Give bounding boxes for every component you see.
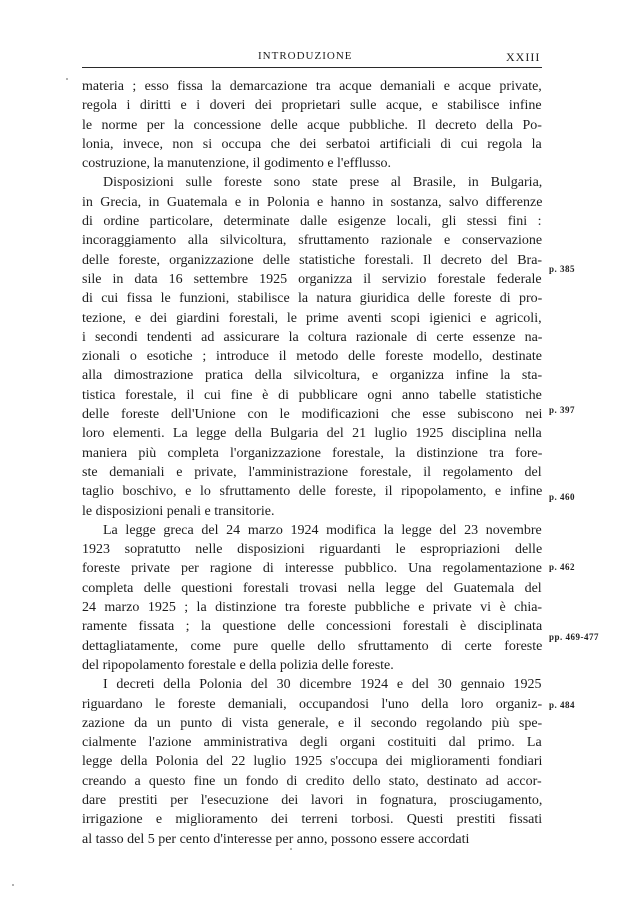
- paper-speck: [12, 884, 14, 886]
- paper-speck: [66, 78, 68, 80]
- margin-page-reference: pp. 469-477: [549, 632, 600, 642]
- text-line: tezione, e dei giardini forestali, le prime aventi scopi igienici e agricoli,: [82, 310, 542, 326]
- paper-speck: [290, 848, 292, 850]
- text-line: foreste private per ragione di interesse pubblico. Una regolamentazione: [82, 561, 543, 577]
- text-line: incoraggiamento alla silvicoltura, sfruttamento razionale e conservazione: [82, 233, 543, 249]
- text-line: le disposizioni penali e transitorie.: [82, 503, 275, 519]
- text-line: di ordine particolare, determinate dalle esigenze locali, gli stessi fini :: [82, 214, 542, 230]
- margin-page-reference: p. 484: [549, 700, 576, 710]
- text-line: costruzione, la manutenzione, il godimento e l'efflusso.: [82, 156, 392, 172]
- text-line: legge della Polonia del 22 luglio 1925 s'occupa dei miglioramenti fondiari: [82, 754, 543, 770]
- running-header-title: INTRODUZIONE: [258, 50, 353, 62]
- margin-page-reference: p. 460: [549, 492, 576, 502]
- text-line: ramente fissata ; la questione delle concessioni forestali è disciplinata: [82, 619, 543, 635]
- text-line: maniera più completa l'organizzazione forestale, la distinzione tra fore-: [82, 445, 543, 461]
- text-line: materia ; esso fissa la demarcazione tra acque demaniali e acque private,: [82, 79, 542, 94]
- margin-page-reference: p. 462: [549, 562, 576, 572]
- page-number: XXIII: [506, 50, 541, 64]
- margin-page-reference: p. 385: [549, 264, 576, 274]
- text-line: in Grecia, in Guatemala e in Polonia e hanno in sostanza, salvo differenze: [82, 194, 543, 210]
- text-line: 24 marzo 1925 ; la distinzione tra foreste pubbliche e private vi è chia-: [82, 600, 543, 616]
- text-line: alla dimostrazione pratica della silvicoltura, e organizza infine la sta-: [82, 368, 543, 384]
- text-line: regola i diritti e i doveri dei proprietari sulle acque, e stabilisce infine: [82, 98, 542, 114]
- text-line: del ripopolamento forestale e della polizia delle foreste.: [82, 657, 394, 673]
- text-line: i secondi tendenti ad assicurare la coltura razionale di certe essenze na-: [82, 329, 543, 345]
- text-line: cialmente l'azione amministrativa degli organi costituiti dal primo. La: [82, 735, 542, 751]
- text-line: 1923 sopratutto nelle disposizioni riguardanti le espropriazioni delle: [82, 542, 543, 558]
- text-line: lonia, invece, non si occupa che dei serbatoi artificiali di cui regola la: [82, 136, 542, 152]
- text-line: irrigazione e miglioramento dei terreni torbosi. Questi prestiti fissati: [82, 812, 543, 828]
- text-line: Disposizioni sulle foreste sono state prese al Brasile, in Bulgaria,: [103, 175, 543, 191]
- text-line: La legge greca del 24 marzo 1924 modifica la legge del 23 novembre: [103, 522, 542, 538]
- text-line: zionali o esotiche ; introduce il metodo delle foreste modello, destinate: [82, 349, 542, 365]
- text-line: riguardano le foreste demaniali, occupandosi l'uno della loro organiz-: [82, 696, 543, 712]
- text-line: le norme per la concessione delle acque pubbliche. Il decreto della Po-: [82, 117, 542, 133]
- margin-page-reference: p. 397: [549, 405, 576, 415]
- text-line: sile in data 16 settembre 1925 organizza il servizio forestale federale: [82, 271, 542, 287]
- text-line: ste demaniali e private, l'amministrazione forestale, il regolamento del: [82, 464, 542, 480]
- text-line: loro elementi. La legge della Bulgaria del 21 luglio 1925 disciplina nella: [82, 426, 542, 442]
- text-line: zazione da un punto di vista generale, e il secondo regolando più spe-: [82, 715, 543, 731]
- text-line: taglio boschivo, e lo sfruttamento delle foreste, il ripopolamento, e infine: [82, 484, 543, 500]
- text-line: delle foreste dell'Unione con le modificazioni che esse subiscono nei: [82, 407, 543, 423]
- text-line: di cui fissa le funzioni, stabilisce la natura giuridica delle foreste di pro-: [82, 291, 543, 307]
- text-line: I decreti della Polonia del 30 dicembre 1924 e del 30 gennaio 1925: [103, 677, 542, 693]
- header-rule: [82, 67, 542, 68]
- text-line: creando a questo fine un fondo di credito dello stato, destinato ad accor-: [82, 773, 542, 789]
- text-line: dettagliatamente, come pure quelle dello sfruttamento di certe foreste: [82, 638, 543, 654]
- text-line: tistica forestale, il cui fine è di pubblicare ogni anno tabelle statistiche: [82, 387, 542, 403]
- text-line: completa delle questioni forestali trovasi nella legge del Guatemala del: [82, 580, 542, 596]
- body-text: [82, 77, 542, 849]
- text-line: al tasso del 5 per cento d'interesse per anno, possono essere accordati: [82, 831, 470, 847]
- text-line: delle foreste, organizzazione delle statistiche forestali. Il decreto del Bra-: [82, 252, 543, 268]
- text-line: dare prestiti per l'esecuzione dei lavori in fognatura, prosciugamento,: [82, 792, 543, 808]
